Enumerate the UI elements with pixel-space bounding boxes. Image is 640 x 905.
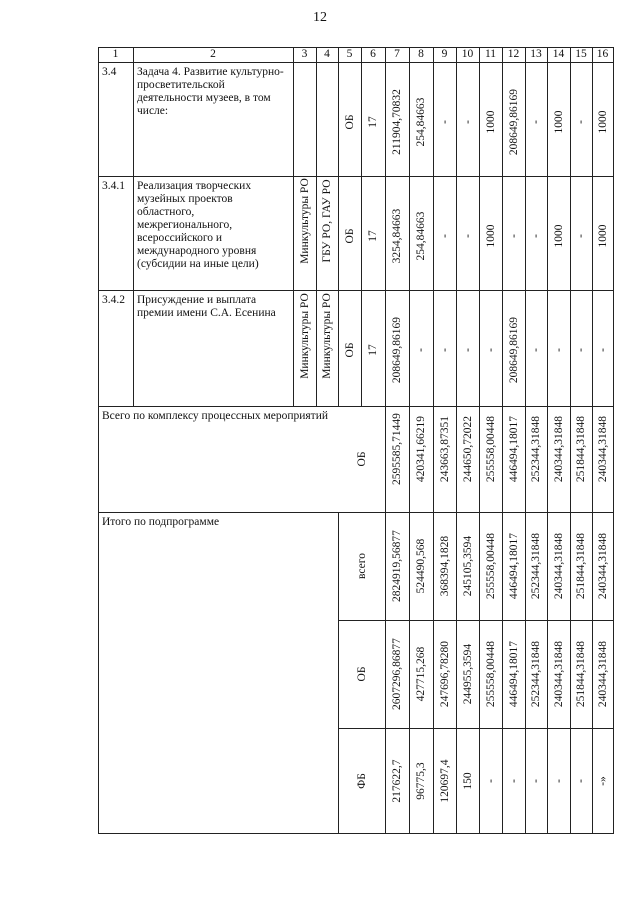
value-cell: 1000 xyxy=(596,224,609,248)
column-divider xyxy=(570,62,571,406)
header-cell-12: 12 xyxy=(507,48,520,60)
value-cell: 211904,70832 xyxy=(391,89,403,155)
column-divider xyxy=(613,62,614,406)
header-cell-9: 9 xyxy=(441,48,448,60)
value-cell: 247696,78280 xyxy=(438,640,451,708)
value-cell: - xyxy=(461,234,474,238)
value-cell: 1000 xyxy=(552,110,565,134)
value-cell: 244955,3594 xyxy=(461,643,474,705)
total-label: Всего по комплексу процессных мероприятий xyxy=(102,410,329,422)
header-bottom-border xyxy=(98,62,614,63)
column-divider xyxy=(592,62,593,406)
header-cell-11: 11 xyxy=(484,48,497,60)
header-cell-14: 14 xyxy=(552,48,565,60)
value-cell: 1000 xyxy=(484,110,497,134)
value-cell: 208649,86169 xyxy=(391,316,403,384)
value-cell: - xyxy=(530,120,542,124)
value-cell: 1000 xyxy=(484,224,497,248)
value-cell: - xyxy=(438,120,451,124)
value-cell: - xyxy=(507,778,520,783)
itogo-source: ОБ xyxy=(355,666,368,682)
value-cell: 251844,31848 xyxy=(575,415,587,483)
value-cell: - xyxy=(507,234,520,238)
value-cell: 243663,87351 xyxy=(438,415,451,483)
header-cell-8: 8 xyxy=(418,48,424,60)
value-cell: 254,84663 xyxy=(415,97,427,147)
value-cell: -» xyxy=(596,775,609,786)
code-cell: 17 xyxy=(367,230,379,242)
participant-cell: Минкультуры РО xyxy=(321,293,333,379)
row-border xyxy=(98,406,614,407)
row-number: 3.4.1 xyxy=(102,180,125,192)
header-cell-15: 15 xyxy=(575,48,587,60)
value-cell: 255558,00448 xyxy=(484,415,497,483)
itogo-source: ФБ xyxy=(355,772,368,789)
value-cell: - xyxy=(530,234,542,238)
header-cell-1: 1 xyxy=(112,48,119,60)
value-cell: 446494,18017 xyxy=(507,640,520,708)
source-cell: ОБ xyxy=(343,342,356,358)
row-name: Присуждение и выплата премии имени С.А. Есенина xyxy=(137,294,276,319)
column-divider xyxy=(479,62,480,406)
value-cell: - xyxy=(575,348,587,352)
value-cell: 251844,31848 xyxy=(575,532,587,600)
total-source: ОБ xyxy=(355,451,368,467)
value-cell: 240344,31848 xyxy=(552,415,565,483)
value-cell: 427715,268 xyxy=(415,646,427,702)
column-divider xyxy=(502,62,503,406)
column-divider xyxy=(293,62,294,406)
itogo-src-divider xyxy=(338,728,386,729)
column-divider xyxy=(525,62,526,406)
value-cell: 150 xyxy=(461,771,474,790)
column-divider xyxy=(98,406,99,833)
value-cell: 446494,18017 xyxy=(507,532,520,600)
value-cell: - xyxy=(484,778,497,783)
header-cell-7: 7 xyxy=(394,48,400,60)
column-divider xyxy=(433,62,434,406)
value-cell: 245105,3594 xyxy=(461,535,474,597)
column-divider xyxy=(385,62,386,406)
header-cell-6: 6 xyxy=(370,48,376,60)
value-cell: 252344,31848 xyxy=(530,640,542,708)
value-cell: - xyxy=(575,234,587,238)
value-cell: 252344,31848 xyxy=(530,415,542,483)
row-number: 3.4 xyxy=(102,66,117,78)
column-divider xyxy=(316,62,317,406)
value-cell: 2607296,86877 xyxy=(391,638,403,710)
value-cell: - xyxy=(575,120,587,124)
value-cell: - xyxy=(530,778,542,783)
participant-cell: ГБУ РО, ГАУ РО xyxy=(321,179,333,263)
itogo-label: Итого по подпрограмме xyxy=(102,516,220,528)
itogo-src-left-border xyxy=(338,512,339,833)
value-cell: - xyxy=(552,778,565,783)
column-divider xyxy=(98,62,99,406)
value-cell: 524490,568 xyxy=(415,538,427,594)
header-cell-16: 16 xyxy=(596,48,609,60)
source-cell: ОБ xyxy=(343,114,356,130)
itogo-divider xyxy=(385,620,614,621)
value-cell: - xyxy=(530,348,542,352)
value-cell: 368394,1828 xyxy=(438,535,451,597)
executor-cell: Минкультуры РО xyxy=(298,178,311,264)
value-cell: 120697,4 xyxy=(438,758,451,803)
row-border xyxy=(98,512,614,513)
value-cell: 420341,66219 xyxy=(415,415,427,483)
header-cell-13: 13 xyxy=(530,48,542,60)
column-divider xyxy=(409,62,410,406)
value-cell: 251844,31848 xyxy=(575,640,587,708)
value-cell: - xyxy=(596,348,609,352)
value-cell: 217622,7 xyxy=(391,758,403,803)
value-cell: 96775,3 xyxy=(415,761,427,800)
value-cell: 446494,18017 xyxy=(507,415,520,483)
header-cell-3: 3 xyxy=(301,48,308,60)
header-cell-2: 2 xyxy=(210,48,216,60)
value-cell: 254,84663 xyxy=(415,211,427,261)
value-cell: 2824919,56877 xyxy=(391,530,403,602)
column-divider xyxy=(547,62,548,406)
value-cell: 252344,31848 xyxy=(530,532,542,600)
column-divider xyxy=(133,62,134,406)
value-cell: 1000 xyxy=(552,224,565,248)
value-cell: - xyxy=(484,348,497,352)
itogo-divider xyxy=(385,728,614,729)
value-cell: 240344,31848 xyxy=(596,415,609,483)
value-cell: - xyxy=(461,348,474,352)
row-border xyxy=(98,176,614,177)
value-cell: 208649,86169 xyxy=(507,88,520,156)
source-cell: ОБ xyxy=(343,228,356,244)
code-cell: 17 xyxy=(367,344,379,356)
executor-cell: Минкультуры РО xyxy=(298,293,311,379)
itogo-src-divider xyxy=(338,620,386,621)
value-cell: 240344,31848 xyxy=(552,532,565,600)
row-name: Реализация творческих музейных проектов областного, межрегионального, всероссийского и международного уровня (субсидии на иные цели) xyxy=(137,180,259,270)
page-number: 12 xyxy=(313,10,327,25)
code-cell: 17 xyxy=(367,116,379,128)
value-cell: 208649,86169 xyxy=(507,316,520,384)
value-cell: 1000 xyxy=(596,110,609,134)
row-name: Задача 4. Развитие культурно-просветительской деятельности музеев, в том числе: xyxy=(137,66,284,117)
row-border xyxy=(98,833,614,834)
value-cell: 255558,00448 xyxy=(484,640,497,708)
header-cell-10: 10 xyxy=(461,48,474,60)
value-cell: 240344,31848 xyxy=(596,532,609,600)
value-cell: 255558,00448 xyxy=(484,532,497,600)
value-cell: 244650,72022 xyxy=(461,415,474,483)
itogo-source: всего xyxy=(355,553,368,579)
value-cell: - xyxy=(438,234,451,238)
value-cell: 240344,31848 xyxy=(596,640,609,708)
value-cell: - xyxy=(415,348,427,352)
row-number: 3.4.2 xyxy=(102,294,125,306)
value-cell: 240344,31848 xyxy=(552,640,565,708)
column-divider xyxy=(338,62,339,406)
value-cell: - xyxy=(575,778,587,783)
header-cell-5: 5 xyxy=(346,48,353,60)
value-cell: - xyxy=(461,120,474,124)
column-divider xyxy=(361,62,362,406)
value-cell: 2595585,71449 xyxy=(391,413,403,485)
column-divider xyxy=(456,62,457,406)
header-divider xyxy=(613,47,614,62)
value-cell: - xyxy=(552,348,565,352)
row-border xyxy=(98,290,614,291)
value-cell: 3254,84663 xyxy=(391,208,403,264)
header-cell-4: 4 xyxy=(324,48,330,60)
value-cell: - xyxy=(438,348,451,352)
